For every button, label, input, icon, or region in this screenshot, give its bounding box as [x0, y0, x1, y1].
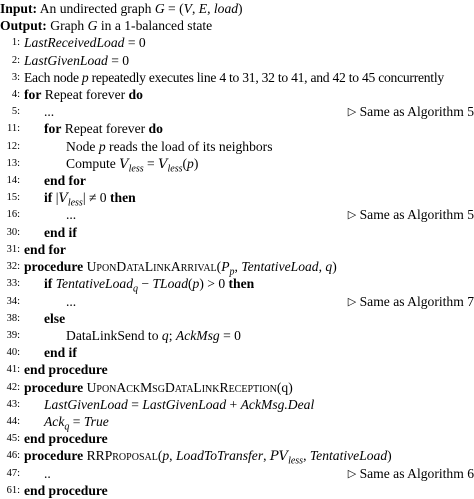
code-line-39 — [0, 327, 474, 344]
line-number: 43: — [6, 398, 20, 410]
line-code: for Repeat forever do — [24, 87, 143, 103]
code-line-42 — [0, 379, 474, 396]
line-number: 2: — [11, 54, 20, 66]
line-code: for Repeat forever do — [44, 121, 163, 137]
line-code: end procedure — [24, 431, 108, 447]
line-number: 30: — [6, 226, 20, 238]
line-code: LastGivenLoad = 0 — [24, 52, 130, 68]
code-line-2 — [0, 52, 474, 69]
line-code: end procedure — [24, 482, 108, 498]
code-line-13 — [0, 155, 474, 175]
input-label: Input: — [0, 1, 38, 16]
line-code: end procedure — [24, 362, 108, 378]
line-number: 39: — [6, 329, 20, 341]
line-comment: ▷ Same as Algorithm 5 — [347, 207, 474, 223]
code-line-14 — [0, 172, 474, 189]
line-number: 41: — [6, 364, 20, 376]
code-line-11 — [0, 120, 474, 137]
code-line-44 — [0, 413, 474, 433]
line-number: 33: — [6, 278, 20, 290]
line-code: end if — [44, 345, 77, 361]
line-code: if $|V_{less}| \ne 0$ then — [44, 190, 136, 209]
line-code: ... — [66, 293, 77, 309]
line-number: 34: — [6, 295, 20, 307]
line-number: 1: — [11, 37, 20, 49]
line-code: DataLinkSend to q; AckMsg = 0 — [66, 327, 241, 343]
line-number: 16: — [6, 209, 20, 221]
input-text: An undirected graph G = (V, E, load) — [39, 1, 243, 16]
line-number: 40: — [6, 347, 20, 359]
line-code: end for — [24, 241, 66, 257]
line-number: 38: — [6, 312, 20, 324]
line-code: procedure UponAckMsgDataLinkReception(q) — [24, 379, 293, 395]
line-code: ... — [66, 207, 77, 223]
code-line-30 — [0, 224, 474, 241]
code-line-41 — [0, 361, 474, 378]
code-line-43 — [0, 396, 474, 413]
code-line-46 — [0, 447, 474, 468]
code-line-4 — [0, 86, 474, 103]
algorithm-input-line — [0, 0, 474, 17]
line-number: 15: — [6, 192, 20, 204]
line-code: end if — [44, 224, 77, 240]
code-line-40 — [0, 344, 474, 361]
line-comment: ▷ Same as Algorithm 7 — [347, 293, 474, 309]
line-code: procedure RRProposal(p, LoadToTransfer, $PV_{less}$, TentativeLoad) — [24, 448, 392, 468]
line-code: .. — [44, 465, 51, 481]
line-code: else — [44, 310, 66, 326]
line-code: Compute $V_{less} = V_{less}(p)$ — [66, 155, 199, 175]
code-line-32 — [0, 258, 474, 278]
line-code: if TentativeLoad$_q$ − TLoad(p) > 0 then — [44, 276, 255, 296]
code-line-47 — [0, 465, 474, 482]
line-number: 46: — [6, 450, 20, 462]
output-text: Graph G in a 1-balanced state — [50, 18, 213, 34]
line-number: 45: — [6, 433, 20, 445]
line-code: Each node p repeatedly executes line 4 to 31, 32 to 41, and 42 to 45 concurrently — [24, 69, 444, 85]
line-number: 32: — [6, 261, 20, 273]
line-code: Node p reads the load of its neighbors — [66, 138, 273, 154]
line-code: ... — [44, 104, 55, 120]
line-code: procedure $UponDataLinkArrival(P_p$, TentativeLoad, q) — [24, 259, 337, 278]
line-comment: ▷ Same as Algorithm 5 — [347, 104, 474, 120]
line-code: end for — [44, 173, 86, 189]
code-line-38 — [0, 310, 474, 327]
line-number: 5: — [11, 106, 20, 118]
line-number: 14: — [6, 175, 20, 187]
output-label: Output: — [0, 18, 47, 34]
line-code: Ack$_q$ = True — [44, 413, 109, 433]
line-number: 12: — [6, 140, 20, 152]
comment-triangle-icon: ▷ — [347, 295, 357, 308]
code-line-15 — [0, 189, 474, 209]
line-code: LastReceivedLoad = 0 — [24, 35, 146, 51]
line-number: 11: — [6, 123, 20, 135]
line-comment: ▷ Same as Algorithm 6 — [347, 465, 474, 481]
code-line-3 — [0, 69, 474, 86]
line-number: 44: — [6, 415, 20, 427]
line-number: 3: — [11, 71, 20, 83]
code-line-33 — [0, 275, 474, 296]
line-code: LastGivenLoad = LastGivenLoad + AckMsg.Deal — [44, 396, 315, 412]
code-line-16 — [0, 206, 474, 223]
code-line-12 — [0, 138, 474, 155]
line-number: 31: — [6, 243, 20, 255]
code-line-5 — [0, 103, 474, 120]
comment-triangle-icon: ▷ — [347, 209, 357, 222]
line-number: 61: — [6, 484, 20, 496]
line-number: 42: — [6, 381, 20, 393]
comment-triangle-icon: ▷ — [347, 106, 357, 119]
code-line-34 — [0, 293, 474, 310]
code-line-45 — [0, 430, 474, 447]
code-line-61 — [0, 482, 474, 499]
code-line-31 — [0, 241, 474, 258]
line-number: 47: — [6, 467, 20, 479]
line-number: 13: — [6, 157, 20, 169]
algorithm-output-line — [0, 17, 474, 34]
line-number: 4: — [11, 89, 20, 101]
comment-triangle-icon: ▷ — [347, 467, 357, 480]
code-line-1 — [0, 34, 474, 51]
